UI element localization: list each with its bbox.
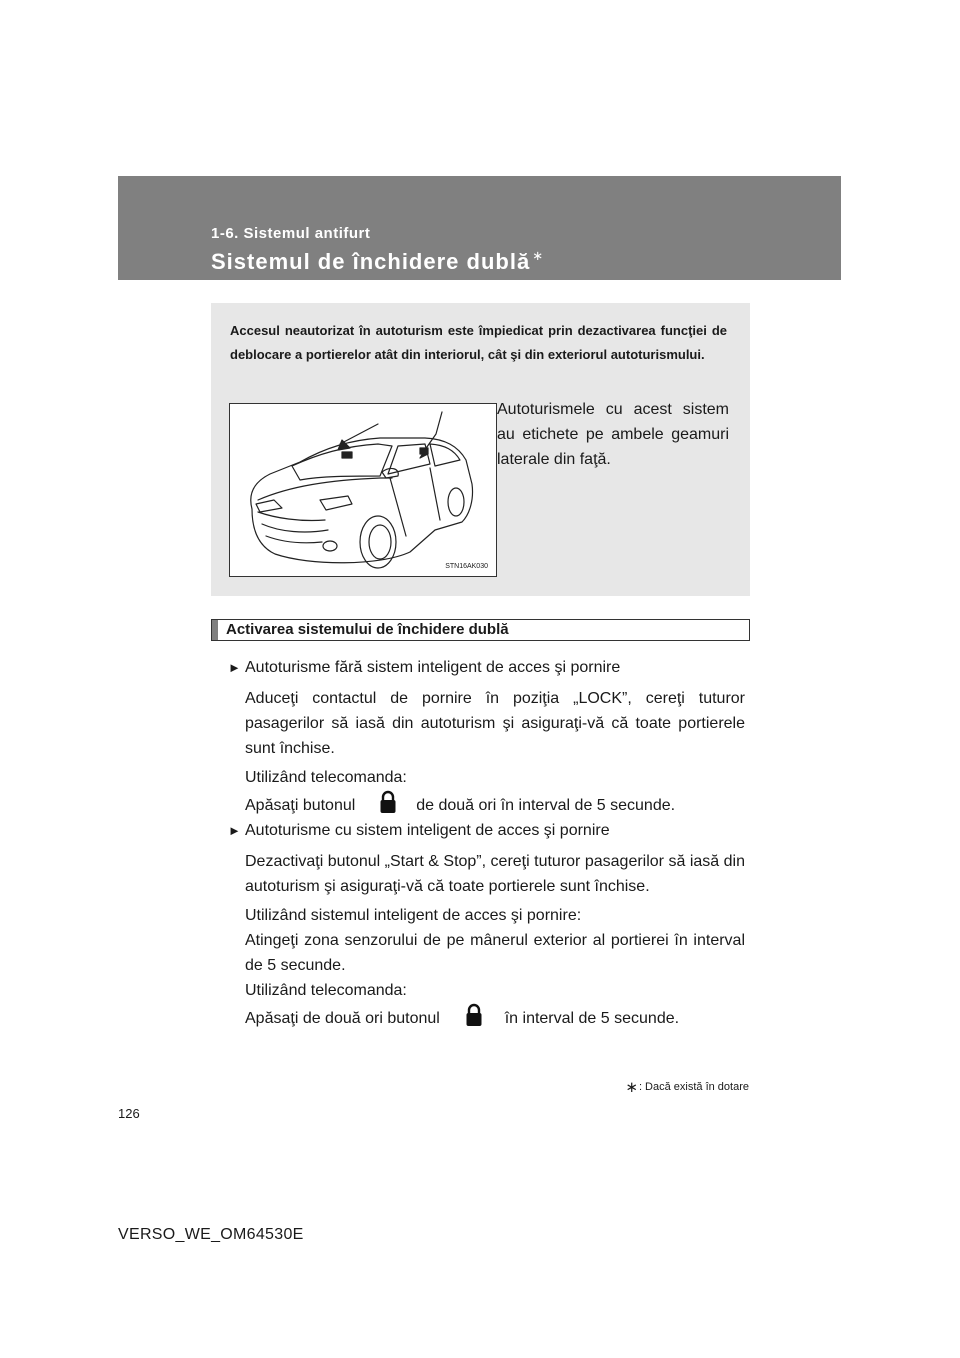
page-title-text: Sistemul de închidere dublă	[211, 249, 531, 274]
instruction-line-with-icon	[245, 1003, 679, 1035]
intro-box	[211, 303, 750, 596]
figure-caption: Autoturismele cu acest sistem au etichete pe ambele geamuri laterale din faţă.	[497, 401, 729, 468]
footnote	[625, 1078, 749, 1096]
lock-icon	[464, 1003, 484, 1035]
bullet-text: Autoturisme fără sistem inteligent de acces şi pornire	[245, 659, 621, 676]
car-drawing	[230, 404, 496, 576]
instruction-paragraph: Dezactivaţi butonul „Start & Stop”, cereţi tuturor pasagerilor să iasă din autoturism şi asiguraţi-vă că toate portierele sunt închise.	[245, 853, 745, 895]
instruction-line: Utilizând telecomanda:	[245, 982, 407, 999]
page-title	[211, 248, 544, 275]
document-code: VERSO_WE_OM64530E	[118, 1226, 304, 1243]
figure-code: STN16AK030	[445, 563, 488, 570]
icon-line-before: Apăsaţi butonul	[245, 797, 356, 815]
icon-line-before: Apăsaţi de două ori butonul	[245, 1010, 440, 1028]
triangle-right-icon: ►	[228, 823, 241, 838]
footnote-asterisk: ∗	[625, 1079, 638, 1096]
instruction-paragraph: Aduceţi contactul de pornire în poziţia „LOCK”, cereţi tuturor pasagerilor să iasă din autoturism şi asiguraţi-vă că toate portierele sunt închise.	[245, 690, 745, 757]
section-heading-text: Activarea sistemului de închidere dublă	[226, 621, 509, 638]
instruction-line: Utilizând telecomanda:	[245, 769, 407, 786]
title-asterisk: ∗	[532, 248, 545, 263]
instruction-line: Utilizând sistemul inteligent de acces şi pornire:	[245, 907, 582, 924]
section-heading	[211, 619, 750, 641]
triangle-right-icon: ►	[228, 660, 241, 675]
bullet-item	[228, 818, 610, 843]
footnote-text: : Dacă există în dotare	[638, 1081, 749, 1093]
car-illustration	[229, 403, 497, 577]
page-number: 126	[118, 1106, 140, 1121]
bullet-text: Autoturisme cu sistem inteligent de acces şi pornire	[245, 822, 610, 839]
icon-line-after: în interval de 5 secunde.	[504, 1010, 680, 1028]
section-label: 1-6. Sistemul antifurt	[211, 225, 371, 242]
bullet-item	[228, 655, 620, 680]
intro-text: Accesul neautorizat în autoturism este împiedicat prin dezactivarea funcţiei de deblocare a portierelor atât din interiorul, cât şi din exteriorul autoturismului.	[230, 323, 727, 362]
icon-line-after: de două ori în interval de 5 secunde.	[416, 797, 676, 815]
instruction-paragraph: Atingeţi zona senzorului de pe mânerul exterior al portierei în interval de 5 secunde.	[245, 932, 745, 974]
heading-accent-bar	[212, 620, 218, 640]
